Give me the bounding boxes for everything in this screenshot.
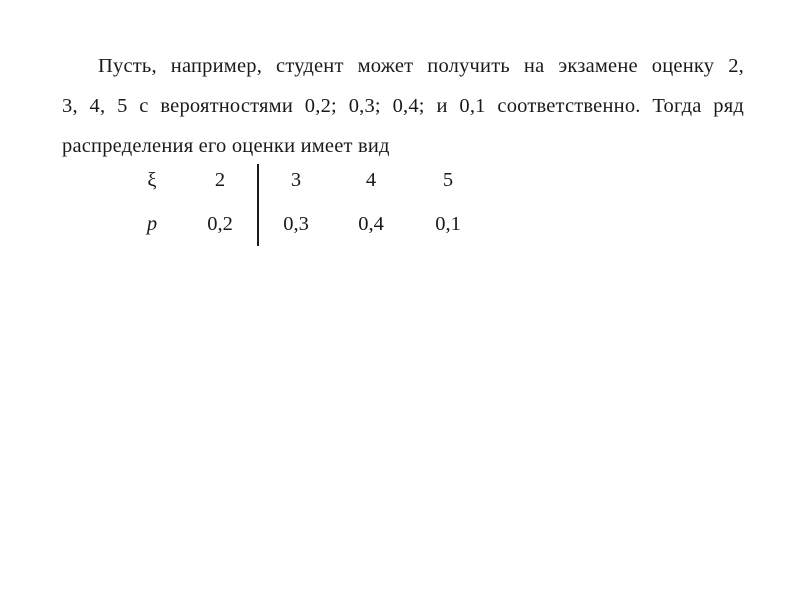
table-divider bbox=[257, 164, 259, 246]
value-cell-1: 2 bbox=[214, 169, 226, 191]
probability-cell-4: 0,1 bbox=[435, 213, 461, 235]
probability-cell-2: 0,3 bbox=[283, 213, 309, 235]
value-cell-4: 5 bbox=[442, 169, 454, 191]
probability-cell-3: 0,4 bbox=[358, 213, 384, 235]
text-line-3: распределения его оценки имеет вид bbox=[62, 135, 390, 157]
text-line-1: Пусть, например, студент может получить на экзамене оценку 2, bbox=[98, 55, 744, 77]
probability-cell-1: 0,2 bbox=[207, 213, 233, 235]
row-label-p: p bbox=[146, 213, 158, 235]
text-line-2: 3, 4, 5 с вероятностями 0,2; 0,3; 0,4; и 0,1 соответственно. Тогда ряд bbox=[62, 95, 744, 117]
value-cell-2: 3 bbox=[290, 169, 302, 191]
row-label-xi: ξ bbox=[147, 169, 157, 191]
value-cell-3: 4 bbox=[365, 169, 377, 191]
